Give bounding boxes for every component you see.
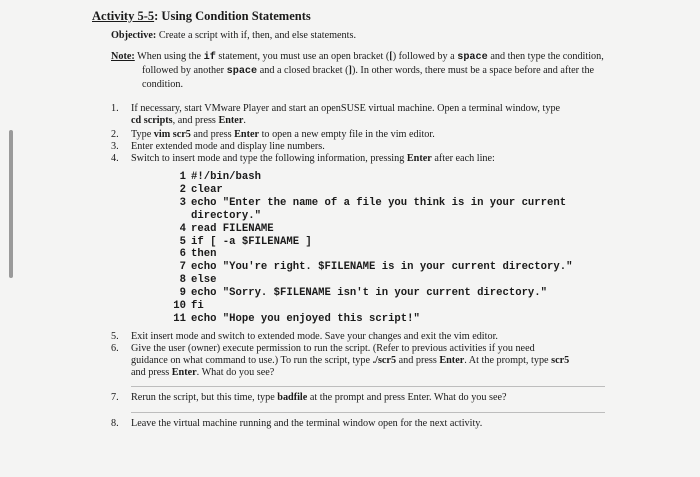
- code-text: echo "Hope you enjoyed this script!": [191, 312, 420, 325]
- step-command: ./scr5: [372, 355, 397, 366]
- line-number: 1: [179, 171, 186, 183]
- line-number: 3: [179, 196, 186, 209]
- note-text: ) followed by a: [392, 51, 458, 62]
- step-number: 8.: [111, 418, 119, 429]
- step-text: to open a new empty file in the vim editor.: [259, 129, 435, 140]
- code-line: [170, 171, 572, 184]
- step-text: Rerun the script, but this time, type: [131, 392, 278, 403]
- code-line: [170, 300, 572, 313]
- step-command: vim scr5: [153, 129, 191, 140]
- note-open-bracket: [: [389, 51, 393, 62]
- step-text: at the prompt and press Enter. What do you see?: [307, 392, 507, 403]
- step-text: Leave the virtual machine running and the terminal window open for the next activity.: [131, 418, 483, 429]
- step-text: and press: [396, 355, 440, 366]
- code-text: clear: [191, 183, 223, 196]
- note: [111, 50, 611, 91]
- step-number: 4.: [111, 153, 119, 164]
- step-text: Switch to insert mode and type the following information, pressing: [131, 153, 407, 164]
- step-number: 3.: [111, 141, 119, 152]
- step-command: cd scripts: [131, 115, 173, 126]
- step-text: If necessary, start VMware Player and start an openSUSE virtual machine. Open a terminal window, type: [131, 103, 561, 114]
- step-text: . At the prompt, type: [464, 355, 552, 366]
- margin-scroll-indicator: [9, 130, 13, 278]
- note-text: statement, you must use an open bracket (: [215, 51, 390, 62]
- activity-title: [92, 9, 311, 24]
- code-listing: [170, 171, 572, 326]
- step-text: Enter extended mode and display line numbers.: [131, 141, 325, 152]
- step-text: Exit insert mode and switch to extended mode. Save your changes and exit the vim editor.: [131, 331, 498, 342]
- code-text: fi: [191, 300, 204, 313]
- step-text: .: [243, 115, 246, 126]
- code-text: then: [191, 248, 217, 261]
- note-text: When using the: [134, 51, 204, 62]
- step-number: 7.: [111, 392, 119, 403]
- line-number: 10: [173, 300, 186, 313]
- note-keyword-space: space: [226, 66, 258, 77]
- note-text: ). In other words, there must be a space before and after the condition.: [142, 65, 595, 90]
- note-text: and then type the condition, followed by another: [142, 51, 604, 76]
- objective-text: Create a script with if, then, and else statements.: [156, 30, 356, 41]
- objective-label: Objective:: [111, 30, 157, 41]
- note-keyword-space: space: [457, 52, 488, 63]
- step-number: 5.: [111, 331, 119, 342]
- answer-line[interactable]: [131, 386, 605, 387]
- line-number: 2: [179, 183, 186, 196]
- note-close-bracket: ]: [348, 65, 352, 76]
- step-text: and press: [190, 129, 235, 140]
- step-text: guidance on what command to use.) To run the script, type: [131, 355, 373, 366]
- objective: [111, 30, 356, 41]
- step-text: , and press: [172, 115, 219, 126]
- code-text: read FILENAME: [191, 222, 274, 235]
- code-text: echo "Sorry. $FILENAME isn't in your current directory.": [191, 287, 548, 300]
- note-text: and a closed bracket (: [257, 65, 349, 76]
- line-number: 5: [179, 235, 186, 248]
- code-line: [170, 287, 572, 300]
- line-number: 11: [173, 312, 186, 325]
- step-text: . What do you see?: [196, 367, 275, 378]
- line-number: 9: [179, 287, 186, 300]
- note-keyword-if: if: [203, 52, 216, 63]
- code-line: [170, 313, 572, 326]
- step-key: Enter: [406, 153, 432, 164]
- code-line: [170, 236, 572, 249]
- step-key: Enter: [439, 355, 465, 366]
- step-number: 2.: [111, 129, 119, 140]
- code-line: [170, 184, 572, 197]
- code-text: echo "Enter the name of a file you think is in your current: [191, 196, 567, 209]
- code-text: #!/bin/bash: [191, 171, 261, 183]
- code-text: else: [191, 274, 217, 287]
- step-command: badfile: [277, 392, 308, 403]
- step-number: 6.: [111, 343, 119, 354]
- code-line-continuation: [170, 210, 572, 223]
- code-line: [170, 197, 572, 210]
- answer-line[interactable]: [131, 412, 605, 413]
- code-text: echo "You're right. $FILENAME is in your current directory.": [191, 261, 573, 274]
- step-key: Enter: [171, 367, 197, 378]
- code-text: if [ -a $FILENAME ]: [191, 235, 312, 248]
- step-command: scr5: [551, 355, 570, 366]
- line-number: 7: [179, 261, 186, 274]
- step-key: Enter: [218, 115, 244, 126]
- note-label: Note:: [111, 51, 135, 62]
- step-number: 1.: [111, 103, 119, 114]
- step-text: after each line:: [431, 153, 495, 164]
- line-number: 4: [179, 222, 186, 235]
- code-line: [170, 261, 572, 274]
- code-line: [170, 248, 572, 261]
- step-key: Enter: [234, 129, 260, 140]
- line-number: 6: [179, 248, 186, 261]
- step-text: Type: [131, 129, 154, 140]
- code-line: [170, 274, 572, 287]
- activity-title-text: : Using Condition Statements: [154, 9, 311, 23]
- activity-number: Activity 5-5: [92, 9, 155, 23]
- step-text: and press: [131, 367, 172, 378]
- line-number: 8: [179, 274, 186, 287]
- code-line: [170, 223, 572, 236]
- step-text: Give the user (owner) execute permission to run the script. (Refer to previous activities if you need: [131, 343, 535, 354]
- code-text: directory.": [191, 209, 261, 222]
